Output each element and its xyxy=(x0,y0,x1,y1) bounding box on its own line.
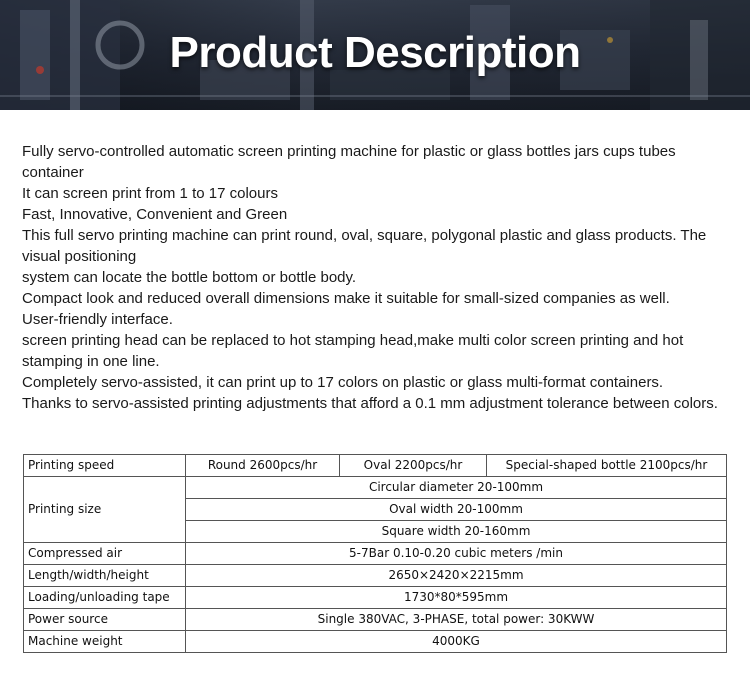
printing-size-label: Printing size xyxy=(24,477,186,543)
product-description xyxy=(22,141,734,414)
compressed-air-value: 5-7Bar 0.10-0.20 cubic meters /min xyxy=(186,543,727,565)
table-row xyxy=(24,543,727,565)
table-row xyxy=(24,587,727,609)
table-row xyxy=(24,631,727,653)
page-title: Product Description xyxy=(169,28,581,77)
printing-speed-round: Round 2600pcs/hr xyxy=(186,455,340,477)
specification-table xyxy=(23,454,727,653)
loading-tape-value: 1730*80*595mm xyxy=(186,587,727,609)
printing-size-oval: Oval width 20-100mm xyxy=(186,499,727,521)
table-row xyxy=(24,455,727,477)
printing-size-circular: Circular diameter 20-100mm xyxy=(186,477,727,499)
machine-weight-value: 4000KG xyxy=(186,631,727,653)
dimensions-label: Length/width/height xyxy=(24,565,186,587)
power-source-label: Power source xyxy=(24,609,186,631)
table-row xyxy=(24,477,727,499)
table-row xyxy=(24,609,727,631)
printing-size-square: Square width 20-160mm xyxy=(186,521,727,543)
header-banner xyxy=(0,0,750,110)
dimensions-value: 2650×2420×2215mm xyxy=(186,565,727,587)
description-line: system can locate the bottle bottom or bottle body. xyxy=(22,269,357,286)
printing-speed-special: Special-shaped bottle 2100pcs/hr xyxy=(487,455,727,477)
description-line: It can screen print from 1 to 17 colours xyxy=(22,185,278,202)
table-row xyxy=(24,565,727,587)
description-line: This full servo printing machine can print round, oval, square, polygonal plastic and glass products. The visual positioning xyxy=(22,227,707,265)
description-line: Thanks to servo-assisted printing adjustments that afford a 0.1 mm adjustment tolerance between colors. xyxy=(22,395,718,412)
compressed-air-label: Compressed air xyxy=(24,543,186,565)
description-line: Fast, Innovative, Convenient and Green xyxy=(22,206,288,223)
machine-weight-label: Machine weight xyxy=(24,631,186,653)
description-line: Completely servo-assisted, it can print up to 17 colors on plastic or glass multi-format containers. xyxy=(22,374,664,391)
printing-speed-label: Printing speed xyxy=(24,455,186,477)
loading-tape-label: Loading/unloading tape xyxy=(24,587,186,609)
description-line: Compact look and reduced overall dimensions make it suitable for small-sized companies as well. xyxy=(22,290,670,307)
description-line: screen printing head can be replaced to hot stamping head,make multi color screen printing and hot stamping in one line. xyxy=(22,332,684,370)
description-line: User-friendly interface. xyxy=(22,311,173,328)
description-line: Fully servo-controlled automatic screen printing machine for plastic or glass bottles jars cups tubes container xyxy=(22,143,676,181)
printing-speed-oval: Oval 2200pcs/hr xyxy=(340,455,487,477)
power-source-value: Single 380VAC, 3-PHASE, total power: 30KWW xyxy=(186,609,727,631)
